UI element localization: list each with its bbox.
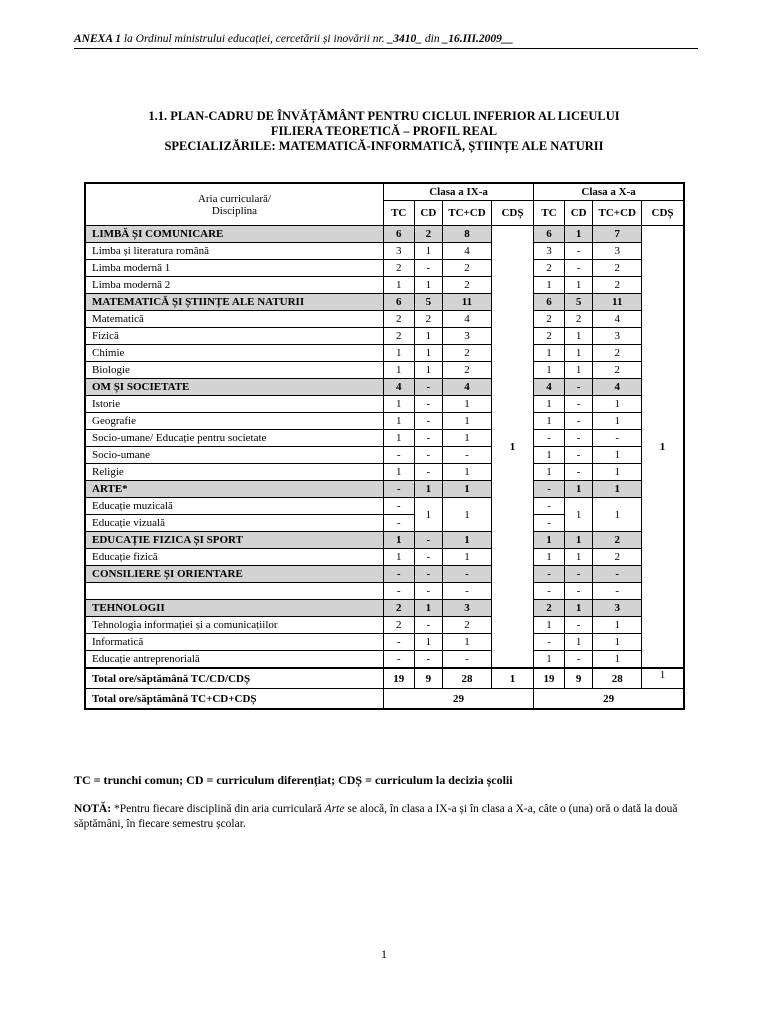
table-row <box>85 566 684 583</box>
cell: 1 <box>383 396 414 413</box>
cell: 1 <box>534 617 565 634</box>
cell: 1 <box>414 600 443 617</box>
cell: 1 <box>534 362 565 379</box>
cell: 19 <box>383 668 414 689</box>
subject-name <box>85 583 383 600</box>
cell: 2 <box>443 362 492 379</box>
cell: 1 <box>414 498 443 532</box>
cell: 1 <box>443 498 492 532</box>
table-row <box>85 617 684 634</box>
subject-name: Educație muzicală <box>85 498 383 515</box>
cell: 1 <box>564 498 593 532</box>
subject-name: Limba modernă 1 <box>85 260 383 277</box>
cell: 1 <box>383 464 414 481</box>
subject-name: Limba modernă 2 <box>85 277 383 294</box>
cell: - <box>414 651 443 669</box>
cell: - <box>534 498 565 515</box>
cell: - <box>564 243 593 260</box>
cell: 1 <box>593 396 642 413</box>
subject-name: Educație vizuală <box>85 515 383 532</box>
cell: 1 <box>534 651 565 669</box>
cell: 4 <box>593 311 642 328</box>
legend: TC = trunchi comun; CD = curriculum diferențiat; CDȘ = curriculum la decizia școlii <box>74 773 513 787</box>
cell: 11 <box>443 294 492 311</box>
cell: 2 <box>383 600 414 617</box>
cell: 1 <box>383 362 414 379</box>
cell: - <box>564 396 593 413</box>
cell: 2 <box>534 328 565 345</box>
cell: 1 <box>593 634 642 651</box>
note <box>74 802 698 832</box>
cell: - <box>414 566 443 583</box>
cell: 2 <box>443 277 492 294</box>
cell: 1 <box>534 447 565 464</box>
cell: 1 <box>414 481 443 498</box>
cell: - <box>414 260 443 277</box>
area-header <box>85 183 383 226</box>
cell: 1 <box>414 328 443 345</box>
page-header <box>74 33 698 49</box>
cell: 3 <box>443 600 492 617</box>
cell: 1 <box>383 345 414 362</box>
subject-name: Socio-umane <box>85 447 383 464</box>
cell: 1 <box>383 430 414 447</box>
cell: 1 <box>383 413 414 430</box>
section-name: OM ȘI SOCIETATE <box>85 379 383 396</box>
table-row <box>85 600 684 617</box>
cell: - <box>564 566 593 583</box>
cell: 1 <box>534 464 565 481</box>
cell: 2 <box>443 617 492 634</box>
section-name: ARTE* <box>85 481 383 498</box>
document-titles <box>0 109 768 154</box>
cell: - <box>414 464 443 481</box>
cell: - <box>383 651 414 669</box>
cell: - <box>414 583 443 600</box>
class9-header: Clasa a IX-a <box>383 183 533 201</box>
section-name: MATEMATICĂ ȘI ȘTIINȚE ALE NATURII <box>85 294 383 311</box>
cell: - <box>593 566 642 583</box>
cell: 7 <box>593 226 642 243</box>
table-row <box>85 481 684 498</box>
cell: - <box>443 447 492 464</box>
cell: - <box>414 549 443 566</box>
cell: 2 <box>443 345 492 362</box>
cell: 1 <box>564 362 593 379</box>
note-text-2: se alocă, în clasa a IX-a și în clasa a X-a, câte o (una) oră o dată la două săptămâni, în fiecare semestru școlar. <box>74 803 678 830</box>
cell: - <box>443 583 492 600</box>
total-sum-10: 29 <box>534 689 684 710</box>
cell: 1 <box>564 226 593 243</box>
table-row <box>85 260 684 277</box>
header-din: din <box>422 33 443 45</box>
cell: 1 <box>534 532 565 549</box>
note-label: NOTĂ: <box>74 803 112 815</box>
cell: 2 <box>383 311 414 328</box>
title-line-2: FILIERA TEORETICĂ – PROFIL REAL <box>270 124 498 138</box>
cell: 1 <box>593 464 642 481</box>
table-row <box>85 277 684 294</box>
note-text-1: *Pentru fiecare disciplină din aria curriculară <box>111 803 325 815</box>
cell: 1 <box>443 464 492 481</box>
subject-name: Geografie <box>85 413 383 430</box>
cell: 1 <box>564 532 593 549</box>
cell: - <box>534 481 565 498</box>
cell: 1 <box>534 396 565 413</box>
table-row <box>85 294 684 311</box>
annex-label: ANEXA 1 <box>74 33 121 45</box>
cell: 4 <box>383 379 414 396</box>
cell: 1 <box>593 481 642 498</box>
class10-header: Clasa a X-a <box>534 183 684 201</box>
table-row <box>85 464 684 481</box>
cell: 2 <box>593 260 642 277</box>
cell: 2 <box>443 260 492 277</box>
cell: 1 <box>593 617 642 634</box>
table-row <box>85 651 684 669</box>
area-header-line-2: Disciplina <box>211 204 258 217</box>
cell: 4 <box>443 311 492 328</box>
cell: 3 <box>593 600 642 617</box>
cell: 1 <box>383 277 414 294</box>
section-name: CONSILIERE ȘI ORIENTARE <box>85 566 383 583</box>
subject-name: Istorie <box>85 396 383 413</box>
cell: 1 <box>593 498 642 532</box>
subject-name: Matematică <box>85 311 383 328</box>
cell: - <box>414 379 443 396</box>
cell: 28 <box>443 668 492 689</box>
cell: 2 <box>383 328 414 345</box>
cell: 2 <box>564 311 593 328</box>
cell: 5 <box>564 294 593 311</box>
subject-name: Socio-umane/ Educație pentru societate <box>85 430 383 447</box>
cell: 1 <box>443 549 492 566</box>
total-sum-9: 29 <box>383 689 533 710</box>
cell: 1 <box>443 532 492 549</box>
table-row <box>85 549 684 566</box>
cell: - <box>564 583 593 600</box>
curriculum-table <box>84 182 685 710</box>
cell: 2 <box>414 311 443 328</box>
cell: 1 <box>443 430 492 447</box>
table-row <box>85 328 684 345</box>
cell: - <box>593 430 642 447</box>
cell: - <box>564 379 593 396</box>
cell: 28 <box>593 668 642 689</box>
cell: 6 <box>383 294 414 311</box>
cell: 1 <box>414 634 443 651</box>
cell: 3 <box>593 328 642 345</box>
cell: 1 <box>414 345 443 362</box>
cell: 2 <box>593 549 642 566</box>
header-text: la Ordinul ministrului educației, cercetării și inovării nr. <box>120 33 385 45</box>
cell: 1 <box>414 277 443 294</box>
table-row <box>85 498 684 515</box>
cell: 9 <box>564 668 593 689</box>
cell: - <box>383 583 414 600</box>
cell: 1 <box>443 413 492 430</box>
cell: 2 <box>383 617 414 634</box>
table-row <box>85 532 684 549</box>
table-row <box>85 413 684 430</box>
cell: - <box>593 583 642 600</box>
cell: 2 <box>593 532 642 549</box>
cell: 6 <box>534 294 565 311</box>
order-number: _3410_ <box>384 33 422 45</box>
cell: - <box>383 447 414 464</box>
table-row <box>85 430 684 447</box>
table-row <box>85 634 684 651</box>
table-row <box>85 243 684 260</box>
cds-9-value: 1 <box>491 226 533 669</box>
subject-name: Tehnologia informației și a comunicațiilor <box>85 617 383 634</box>
cell: 1 <box>593 447 642 464</box>
cell: 1 <box>593 413 642 430</box>
table-row <box>85 345 684 362</box>
section-name: TEHNOLOGII <box>85 600 383 617</box>
cell: - <box>414 413 443 430</box>
cell: - <box>564 260 593 277</box>
note-arte: Arte <box>324 803 345 815</box>
total-label: Total ore/săptămână TC+CD+CDȘ <box>85 689 383 710</box>
cell: - <box>564 413 593 430</box>
col-tccd-10: TC+CD <box>593 201 642 226</box>
cell: 1 <box>534 549 565 566</box>
cell: 9 <box>414 668 443 689</box>
cell: 1 <box>534 277 565 294</box>
subject-name: Fizică <box>85 328 383 345</box>
cell: 6 <box>534 226 565 243</box>
cell: 3 <box>534 243 565 260</box>
cell: - <box>383 566 414 583</box>
cell: - <box>383 481 414 498</box>
cell: - <box>414 617 443 634</box>
cell: - <box>414 396 443 413</box>
subject-name: Informatică <box>85 634 383 651</box>
cell: 1 <box>443 634 492 651</box>
cell: - <box>534 566 565 583</box>
title-line-1: 1.1. PLAN-CADRU DE ÎNVĂȚĂMÂNT PENTRU CICLUL INFERIOR AL LICEULUI <box>148 109 620 123</box>
cell: 5 <box>414 294 443 311</box>
cell: 1 <box>564 634 593 651</box>
table-row <box>85 226 684 243</box>
cell: - <box>534 583 565 600</box>
section-name: LIMBĂ ȘI COMUNICARE <box>85 226 383 243</box>
cell: 4 <box>593 379 642 396</box>
cell: 1 <box>642 668 684 689</box>
cell: 1 <box>383 549 414 566</box>
cell: 1 <box>564 328 593 345</box>
cell: 1 <box>534 413 565 430</box>
cell: 1 <box>414 362 443 379</box>
cell: - <box>443 651 492 669</box>
table-row <box>85 583 684 600</box>
cell: - <box>414 532 443 549</box>
cell: 2 <box>593 362 642 379</box>
col-tc-10: TC <box>534 201 565 226</box>
area-header-line-1: Aria curriculară/ <box>197 192 271 205</box>
title-line-3: SPECIALIZĂRILE: MATEMATICĂ-INFORMATICĂ, ȘTIINȚE ALE NATURII <box>164 139 604 153</box>
cell: 1 <box>443 396 492 413</box>
cell: - <box>564 617 593 634</box>
col-cds-9: CDȘ <box>491 201 533 226</box>
table-row <box>85 396 684 413</box>
subject-name: Limba și literatura română <box>85 243 383 260</box>
cell: - <box>414 447 443 464</box>
cell: - <box>383 515 414 532</box>
cell: 3 <box>383 243 414 260</box>
total-label: Total ore/săptămână TC/CD/CDȘ <box>85 668 383 689</box>
cell: 11 <box>593 294 642 311</box>
cell: 3 <box>443 328 492 345</box>
cell: - <box>564 430 593 447</box>
cell: - <box>383 634 414 651</box>
cell: 1 <box>564 277 593 294</box>
cell: 1 <box>564 481 593 498</box>
cell: 1 <box>593 651 642 669</box>
cell: 1 <box>443 481 492 498</box>
cell: 4 <box>443 243 492 260</box>
order-date: _16.III.2009__ <box>442 33 514 45</box>
table-row <box>85 447 684 464</box>
cell: 1 <box>564 345 593 362</box>
cell: 2 <box>534 260 565 277</box>
cell: - <box>564 651 593 669</box>
subject-name: Educație fizică <box>85 549 383 566</box>
cell: - <box>534 430 565 447</box>
subject-name: Religie <box>85 464 383 481</box>
cell: 1 <box>564 549 593 566</box>
subject-name: Chimie <box>85 345 383 362</box>
cell: 4 <box>443 379 492 396</box>
cell: 2 <box>414 226 443 243</box>
cell: 2 <box>593 345 642 362</box>
cell: 2 <box>383 260 414 277</box>
cell: 4 <box>534 379 565 396</box>
cell: 1 <box>414 243 443 260</box>
cell: 1 <box>383 532 414 549</box>
table-row <box>85 379 684 396</box>
cell: 6 <box>383 226 414 243</box>
cell: - <box>564 464 593 481</box>
cds-10-value: 1 <box>642 226 684 669</box>
cell: 2 <box>534 311 565 328</box>
cell: 8 <box>443 226 492 243</box>
cell: - <box>383 498 414 515</box>
cell: - <box>414 430 443 447</box>
table-row <box>85 362 684 379</box>
cell: 1 <box>564 600 593 617</box>
col-cd-10: CD <box>564 201 593 226</box>
cell: 3 <box>593 243 642 260</box>
col-cd-9: CD <box>414 201 443 226</box>
col-cds-10: CDȘ <box>642 201 684 226</box>
cell: 1 <box>491 668 533 689</box>
col-tc-9: TC <box>383 201 414 226</box>
cell: - <box>534 515 565 532</box>
cell: 1 <box>534 345 565 362</box>
subject-name: Educație antreprenorială <box>85 651 383 669</box>
cell: - <box>564 447 593 464</box>
col-tccd-9: TC+CD <box>443 201 492 226</box>
total-row-1 <box>85 668 684 689</box>
cell: 2 <box>534 600 565 617</box>
cell: 19 <box>534 668 565 689</box>
section-name: EDUCAȚIE FIZICA ȘI SPORT <box>85 532 383 549</box>
cell: - <box>534 634 565 651</box>
subject-name: Biologie <box>85 362 383 379</box>
table-row <box>85 311 684 328</box>
total-row-2 <box>85 689 684 710</box>
page-number: 1 <box>381 947 387 961</box>
cell: - <box>443 566 492 583</box>
cell: 2 <box>593 277 642 294</box>
